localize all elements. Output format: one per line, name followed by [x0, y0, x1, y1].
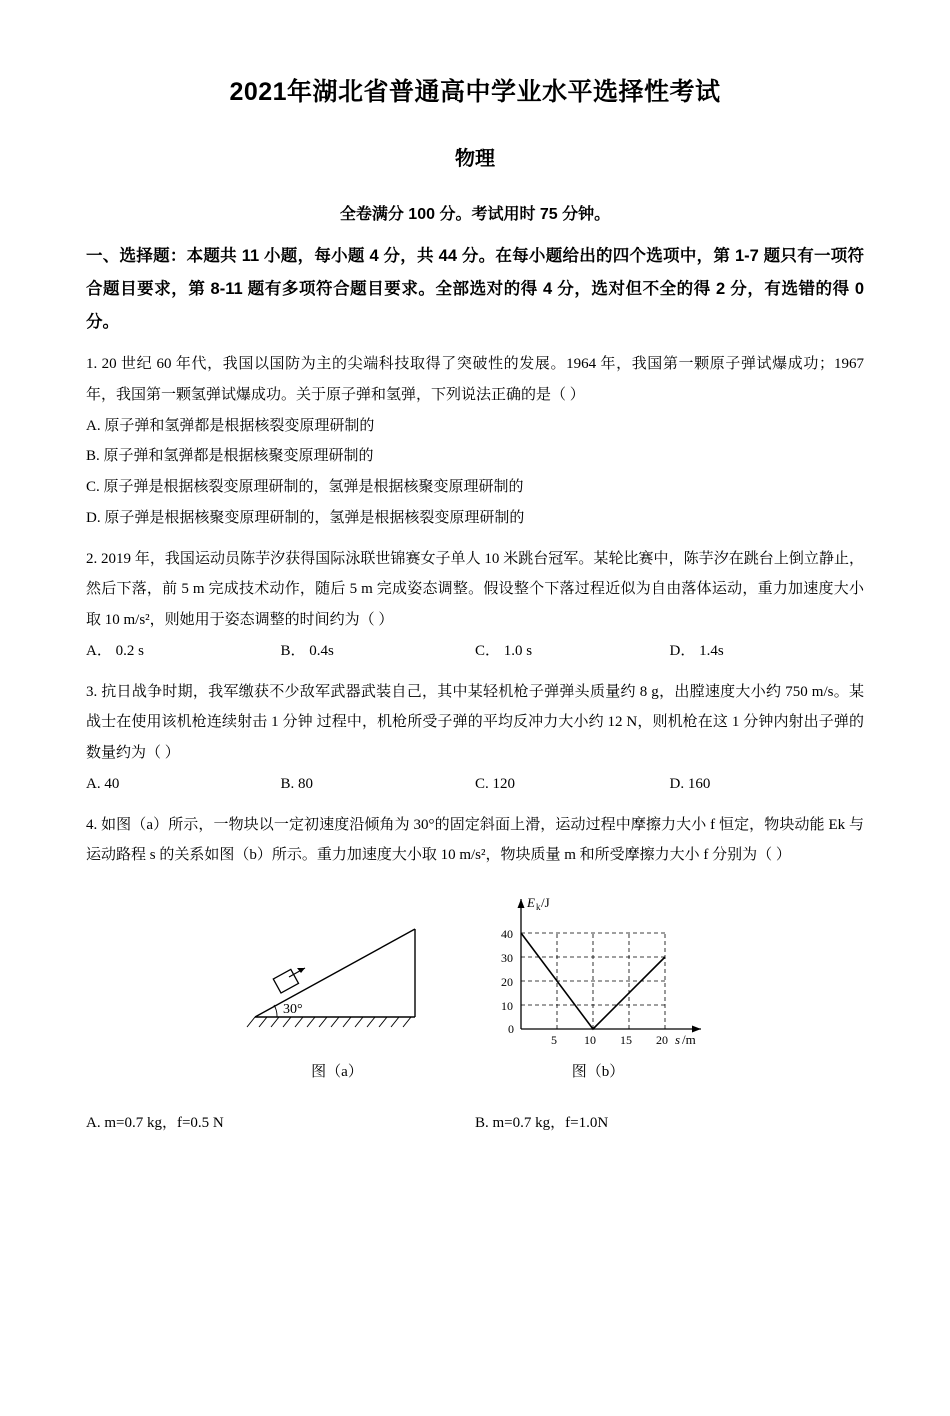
- question-3-number: 3.: [86, 683, 98, 700]
- question-4: [86, 810, 864, 1139]
- figure-b-block: [483, 889, 713, 1088]
- score-instruction: 全卷满分 100 分。考试用时 75 分钟。: [339, 206, 611, 223]
- question-2-option-d[interactable]: D． 1.4s: [669, 642, 724, 659]
- question-2-option-b[interactable]: B． 0.4s: [280, 642, 334, 659]
- svg-text:E: E: [527, 895, 535, 910]
- question-2-options: [86, 636, 864, 667]
- question-1-option-c[interactable]: C. 原子弹是根据核裂变原理研制的，氢弹是根据核聚变原理研制的: [86, 479, 524, 495]
- svg-text:0: 0: [508, 1022, 514, 1036]
- incline-angle-label: 30°: [283, 1002, 303, 1017]
- question-1-option-a[interactable]: A. 原子弹和氢弹都是根据核裂变原理研制的: [86, 417, 375, 434]
- question-3-option-c[interactable]: C. 120: [475, 775, 516, 792]
- page-title: 2021年湖北省普通高中学业水平选择性考试: [229, 78, 721, 106]
- question-2-option-c[interactable]: C． 1.0 s: [475, 642, 533, 659]
- svg-text:/J: /J: [541, 895, 550, 910]
- svg-text:30: 30: [501, 951, 513, 965]
- section-heading: 一、选择题：本题共 11 小题，每小题 4 分，共 44 分。在每小题给出的四个选项中，第 1-7 题只有一项符合题目要求，第 8-11 题有多项符合题目要求。全部选对的得 4 分，选对但不全的得 2 分，有选错的得 0 分。: [86, 247, 864, 331]
- question-4-number: 4.: [86, 816, 98, 833]
- svg-text:/m: /m: [682, 1032, 696, 1047]
- question-1-stem: [86, 349, 864, 411]
- question-2-option-a[interactable]: A． 0.2 s: [86, 642, 144, 659]
- svg-text:10: 10: [584, 1033, 596, 1047]
- question-3-option-b[interactable]: B. 80: [280, 775, 314, 792]
- svg-text:5: 5: [551, 1033, 557, 1047]
- question-1-number: 1.: [86, 356, 98, 372]
- question-1-option-d[interactable]: D. 原子弹是根据核聚变原理研制的，氢弹是根据核裂变原理研制的: [86, 509, 525, 526]
- svg-text:s: s: [675, 1032, 681, 1047]
- svg-text:20: 20: [656, 1033, 668, 1047]
- question-4-options: [86, 1108, 864, 1139]
- svg-text:40: 40: [501, 927, 513, 941]
- inclined-plane-diagram: [237, 889, 437, 1039]
- question-2-number: 2.: [86, 550, 98, 567]
- svg-text:10: 10: [501, 999, 513, 1013]
- figure-a-caption: 图（a）: [311, 1063, 363, 1080]
- question-4-option-a[interactable]: A. m=0.7 kg，f=0.5 N: [86, 1114, 224, 1131]
- question-4-option-b[interactable]: B. m=0.7 kg，f=1.0N: [475, 1114, 609, 1131]
- question-4-text: 如图（a）所示，一物块以一定初速度沿倾角为 30°的固定斜面上滑，运动过程中摩擦力大小 f 恒定，物块动能 Ek 与运动路程 s 的关系如图（b）所示。重力加速度大小取 10 m/s²，物块质量 m 和所受摩擦力大小 f 分别为（ ）: [86, 816, 864, 864]
- question-1-text: 20 世纪 60 年代，我国以国防为主的尖端科技取得了突破性的发展。1964 年，我国第一颗原子弹试爆成功；1967 年，我国第一颗氢弹试爆成功。关于原子弹和氢弹，下列说法正确的是（ ）: [86, 356, 864, 403]
- subject-title: 物理: [455, 148, 495, 170]
- question-3-text: 抗日战争时期，我军缴获不少敌军武器武装自己，其中某轻机枪子弹弹头质量约 8 g，出膛速度大小约 750 m/s。某战士在使用该机枪连续射击 1 分钟 过程中，机枪所受子弹的平均反冲力大小约 12 N，则机枪在这 1 分钟内射出子弹的数量约为（ ）: [86, 683, 865, 761]
- question-3-option-d[interactable]: D. 160: [669, 775, 711, 792]
- question-2: [86, 544, 864, 667]
- svg-text:k: k: [536, 902, 541, 912]
- question-2-stem: [86, 544, 864, 636]
- figure-b-caption: 图（b）: [571, 1063, 625, 1080]
- question-1: [86, 349, 864, 534]
- svg-text:20: 20: [501, 975, 513, 989]
- question-3-options: [86, 769, 864, 800]
- question-3: [86, 677, 864, 800]
- question-3-option-a[interactable]: A. 40: [86, 775, 120, 792]
- question-1-option-b[interactable]: B. 原子弹和氢弹都是根据核聚变原理研制的: [86, 448, 374, 465]
- question-2-text: 2019 年，我国运动员陈芋汐获得国际泳联世锦赛女子单人 10 米跳台冠军。某轮比赛中，陈芋汐在跳台上倒立静止，然后下落，前 5 m 完成技术动作，随后 5 m 完成姿态调整。假设整个下落过程近似为自由落体运动，重力加速度大小取 10 m/s²，则她用于姿态调整的时间约为（ ）: [86, 550, 865, 628]
- question-4-figures: [86, 889, 864, 1088]
- question-4-stem: [86, 810, 864, 872]
- question-3-stem: [86, 677, 864, 769]
- figure-a-block: [237, 889, 437, 1088]
- kinetic-energy-vs-distance-chart: [483, 889, 713, 1047]
- exam-paper-page: [0, 72, 950, 1416]
- svg-text:15: 15: [620, 1033, 632, 1047]
